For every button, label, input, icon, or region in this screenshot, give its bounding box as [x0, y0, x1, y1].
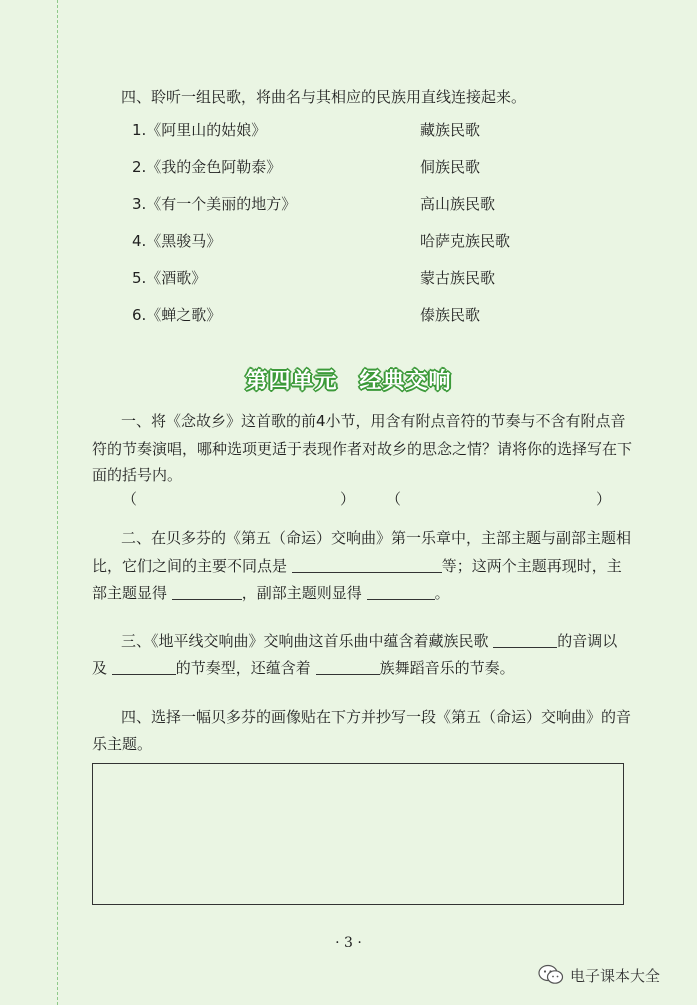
- answer-blank[interactable]: [172, 585, 242, 600]
- q1-line: 面的括号内。: [92, 466, 183, 484]
- page-number: · 3 ·: [335, 935, 362, 951]
- q3-text: 族舞蹈音乐的节奏。: [379, 659, 515, 677]
- q4-line: 乐主题。: [92, 735, 153, 753]
- answer-blank[interactable]: [316, 660, 380, 675]
- q2-line: [92, 585, 450, 601]
- song-item: 6.《蝉之歌》: [132, 306, 222, 324]
- answer-paren-open: （: [122, 490, 138, 508]
- answer-paren-open: （: [386, 490, 402, 508]
- watermark: [538, 964, 660, 986]
- q2-line: [92, 558, 622, 574]
- q2-line: 二、在贝多芬的《第五（命运）交响曲》第一乐章中，主部主题与副部主题相: [121, 529, 632, 547]
- answer-paren-close: ）: [340, 490, 356, 508]
- ethnic-item: 哈萨克族民歌: [420, 232, 511, 250]
- q2-text: ，副部主题则显得: [241, 584, 362, 602]
- ethnic-item: 傣族民歌: [420, 306, 481, 324]
- ethnic-item: 高山族民歌: [420, 195, 496, 213]
- ethnic-item: 蒙古族民歌: [420, 269, 496, 287]
- song-item: 2.《我的金色阿勒泰》: [132, 158, 282, 176]
- q2-text: 部主题显得: [92, 584, 168, 602]
- q3-line: [121, 633, 617, 649]
- unit-name: 经典交响: [359, 369, 452, 394]
- answer-blank[interactable]: [493, 633, 557, 648]
- song-item: 4.《黑骏马》: [132, 232, 222, 250]
- q1-line: 符的节奏演唱，哪种选项更适于表现作者对故乡的思念之情？请将你的选择写在下: [92, 440, 633, 458]
- q4-line: 四、选择一幅贝多芬的画像贴在下方并抄写一段《第五（命运）交响曲》的音: [121, 708, 632, 726]
- song-item: 3.《有一个美丽的地方》: [132, 195, 297, 213]
- q3-text: 及: [92, 659, 108, 677]
- ethnic-item: 侗族民歌: [420, 158, 481, 176]
- ethnic-item: 藏族民歌: [420, 121, 481, 139]
- q3-text: 的音调以: [557, 632, 618, 650]
- q2-text: 等；这两个主题再现时，主: [441, 557, 622, 575]
- song-item: 1.《阿里山的姑娘》: [132, 121, 267, 139]
- matching-instruction: 四、聆听一组民歌，将曲名与其相应的民族用直线连接起来。: [121, 88, 527, 106]
- q3-text: 的节奏型，还蕴含着: [175, 659, 311, 677]
- answer-paren-close: ）: [596, 490, 612, 508]
- q3-text: 三、《地平线交响曲》交响曲这首乐曲中蕴含着藏族民歌: [121, 632, 489, 650]
- q1-line: 一、将《念故乡》这首歌的前4小节，用含有附点音符的节奏与不含有附点音: [121, 412, 626, 430]
- song-item: 5.《酒歌》: [132, 269, 207, 287]
- answer-blank[interactable]: [367, 585, 435, 600]
- q3-line: [92, 660, 515, 676]
- binding-dashed-line: [57, 0, 58, 1005]
- image-paste-box[interactable]: [92, 763, 624, 905]
- answer-blank[interactable]: [292, 558, 442, 573]
- q2-text: 。: [434, 584, 450, 602]
- wechat-icon: [538, 964, 564, 986]
- watermark-text: 电子课本大全: [570, 966, 661, 985]
- unit-number: 第四单元: [245, 369, 338, 394]
- unit-title: [0, 364, 697, 395]
- q2-text: 比，它们之间的主要不同点是: [92, 557, 288, 575]
- answer-blank[interactable]: [112, 660, 176, 675]
